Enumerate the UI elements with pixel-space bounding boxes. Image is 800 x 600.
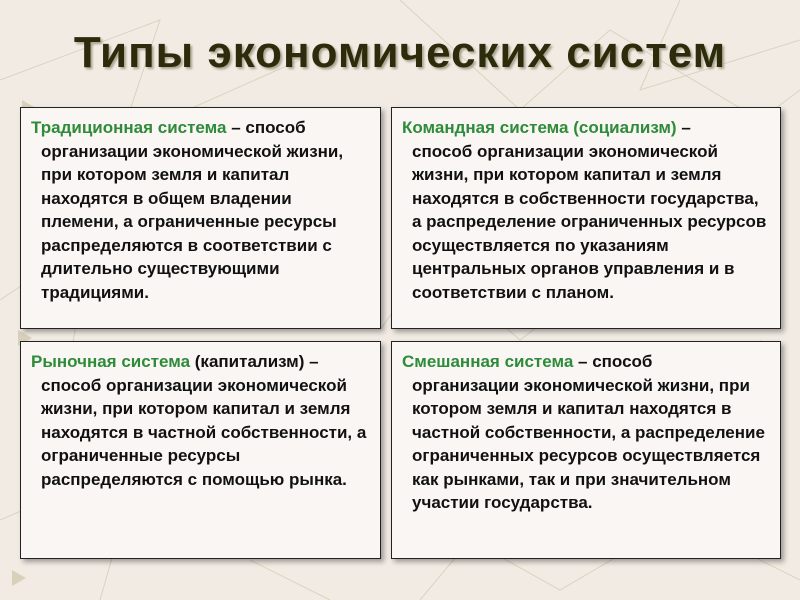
card-term: Рыночная система [31, 352, 191, 371]
card-term-suffix: – способ [573, 352, 653, 371]
card-term: Традиционная система [31, 118, 227, 137]
card-mixed-system [391, 341, 781, 559]
card-term-suffix: – [676, 118, 691, 137]
card-term: Командная система (социализм) [402, 118, 677, 137]
card-description: организации экономической жизни, при котором земля и капитал находятся в частной собственности, а распределение ограниченных ресурсов осуществляется как рынками, так и при значительном участии государства. [412, 375, 765, 512]
card-term: Смешанная система [402, 352, 574, 371]
card-description: способ организации экономической жизни, при котором капитал и земля находятся в собственности государства, а распределение ограниченных ресурсов осуществляется по указаниям центральных органов управления и в соответствии с планом. [412, 141, 767, 302]
card-traditional-system [20, 107, 381, 329]
card-description: способ организации экономической жизни, при котором капитал и земля находятся в частной собственности, а ограниченные ресурсы распределяются с помощью рынка. [41, 375, 367, 489]
card-description: организации экономической жизни, при котором земля и капитал находятся в общем владении племени, а ограниченные ресурсы распределяются в соответствии с длительно существующими традициями. [41, 141, 344, 302]
card-term-suffix: – способ [226, 118, 306, 137]
card-market-system [20, 341, 381, 559]
card-command-system [391, 107, 781, 329]
page-title: Типы экономических систем [73, 28, 727, 77]
card-term-suffix: (капитализм) – [190, 352, 319, 371]
